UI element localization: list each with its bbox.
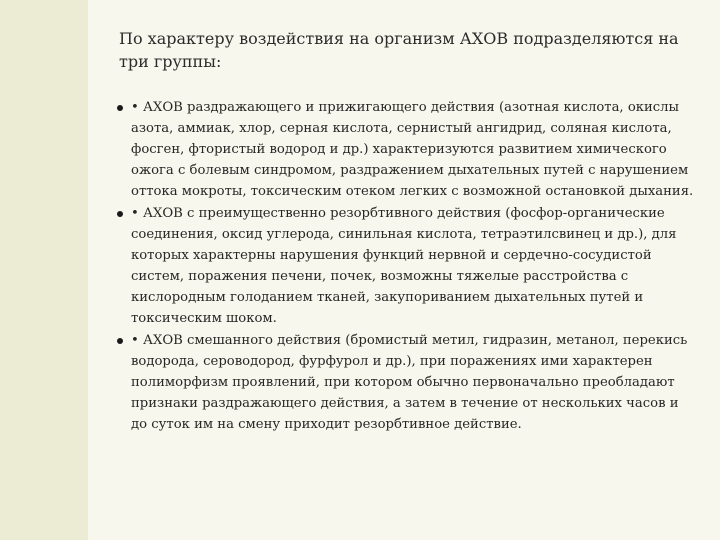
left-decorative-band (0, 0, 88, 540)
slide-title: По характеру воздействия на организм АХОВ подразделяются на три группы: (119, 29, 679, 71)
bullet-icon (117, 105, 123, 111)
bullet-icon (117, 338, 123, 344)
bullet-list (117, 97, 695, 436)
list-item-text: • АХОВ смешанного действия (бромистый метил, гидразин, метанол, перекись водорода, сероводород, фурфурол и др.), при поражениях ими характерен полиморфизм проявлений, при котором обычно первоначально преобладают признаки раздражающего действия, а затем в течение от нескольких часов и до суток им на смену приходит резорбтивное действие. (131, 333, 688, 432)
list-item-text: • АХОВ с преимущественно резорбтивного действия (фосфор-органические соединения, оксид углерода, синильная кислота, тетраэтилсвинец и др.), для которых характерны нарушения функций нервной и сердечно-сосудистой систем, поражения печени, почек, возможны тяжелые расстройства с кислородным голоданием тканей, закупориванием дыхательных путей и токсическим шоком. (131, 206, 677, 326)
list-item (117, 97, 695, 202)
list-item (117, 203, 695, 329)
list-item-text: • АХОВ раздражающего и прижигающего действия (азотная кислота, окислы азота, аммиак, хлор, серная кислота, сернистый ангидрид, соляная кислота, фосген, фтористый водород и др.) характеризуются развитием химического ожога с болевым синдромом, раздражением дыхательных путей с нарушением оттока мокроты, токсическим отеком легких с возможной остановкой дыхания. (131, 100, 694, 199)
list-item (117, 330, 695, 435)
bullet-icon (117, 211, 123, 217)
